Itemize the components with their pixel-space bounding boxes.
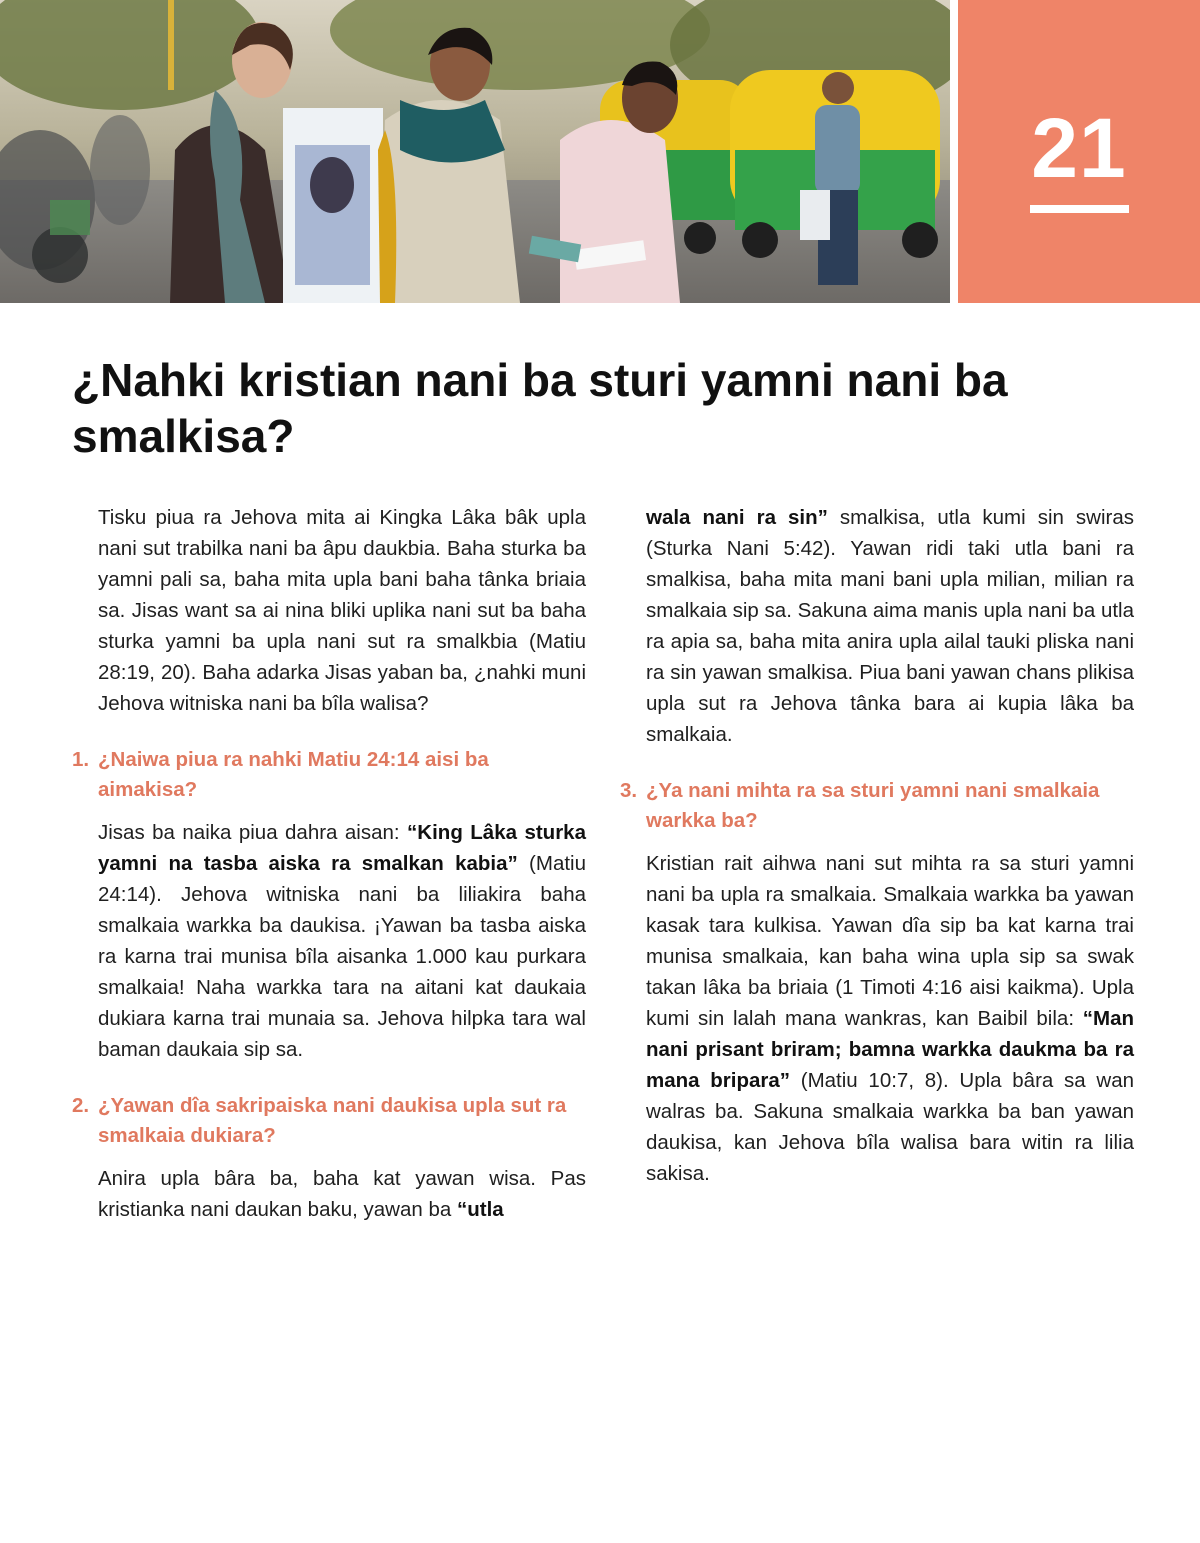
- answer-2-quote-start: “utla: [456, 1198, 504, 1221]
- answer-3-paragraph: [646, 848, 1134, 1189]
- answer-1-part-1: Jisas ba naika piua dahra aisan:: [98, 821, 408, 844]
- lesson-number: 21: [1031, 101, 1127, 195]
- question-3-text: ¿Ya nani mihta ra sa sturi yamni nani smalkaia warkka ba?: [646, 779, 1100, 832]
- answer-2-paragraph-start: [98, 1163, 586, 1225]
- answer-3-part-1: Kristian rait aihwa nani sut mihta ra sa sturi yamni nani ba upla ra smalkaia. Smalkaia warkka ba yawan kasak tara kulkisa. Yawan dîa sip ba kat karna trai munisa smalkaia, kan baha wina upla sip sa swak takan lâka ba briaia (1 Timoti 4:16 aisi kaikma). Upla kumi sin lalah mana wankras, kan Baibil bila:: [646, 852, 1134, 1030]
- answer-1-paragraph: [98, 817, 586, 1065]
- page-title: ¿Nahki kristian nani ba sturi yamni nani ba smalkisa?: [72, 354, 1008, 462]
- question-3-number: 3.: [620, 779, 638, 802]
- answer-3-quote: “Man nani prisant briram; bamna warkka daukma ba ra mana bripara”: [646, 1007, 1134, 1092]
- answer-1-part-3: (Matiu 24:14). Jehova witniska nani ba liliakira baha smalkaia warkka ba daukisa. ¡Yawan ba tasba aiska ra karna trai munisa bîla aisanka 1.000 kau purkara smalkaia! Naha warkka tara na aitani kat daukaia dukiara karna trai munaia sa. Jehova hilpka tara wal baman daukaia sip sa.: [98, 852, 586, 1061]
- answer-2-part-3: smalkisa, utla kumi sin swiras (Sturka Nani 5:42). Yawan ridi taki utla bani ra smalkisa, baha mita mani bani upla milian, milian ra smalkaia sip sa. Sakuna aima manis upla nani ba utla ra apia sa, baha mita anira upla ailal tauki pliska nani ra sin yawan smalkisa. Piua bani yawan chans plikisa upla sut ra Jehova tânka bara ai kupia lâka ba smalkaia.: [646, 506, 1134, 746]
- question-2-text: ¿Yawan dîa sakripaiska nani daukisa upla sut ra smalkaia dukiara?: [98, 1094, 567, 1147]
- answer-3-part-3: (Matiu 10:7, 8). Upla bâra sa wan walras ba. Sakuna smalkaia warkka ba ban yawan daukisa, kan Jehova bîla walisa bara witin ra lilia sakisa.: [646, 1069, 1135, 1185]
- question-1-text: ¿Naiwa piua ra nahki Matiu 24:14 aisi ba aimakisa?: [98, 748, 489, 801]
- answer-2-quote-end: wala nani ra sin”: [646, 506, 828, 529]
- lesson-number-block: [958, 0, 1200, 303]
- question-2-number: 2.: [72, 1094, 90, 1117]
- answer-2-paragraph-end: [646, 502, 1134, 750]
- left-column: [72, 502, 586, 1225]
- header-photo-illustration: [0, 0, 950, 303]
- intro-paragraph: Tisku piua ra Jehova mita ai Kingka Lâka bâk upla nani sut trabilka nani ba âpu daukbia. Baha sturka ba yamni pali sa, baha mita upla bani baha tânka briaia sa. Jisas want sa ai nina bliki uplika nani sut ba baha sturka yamni ba upla nani sut ra smalkbia (Matiu 28:19, 20). Baha adarka Jisas yaban ba, ¿nahki muni Jehova witniska nani ba bîla walisa?: [98, 506, 586, 715]
- header-photo: [0, 0, 950, 303]
- answer-2-part-1: Anira upla bâra ba, baha kat yawan wisa. Pas kristianka nani daukan baku, yawan ba: [98, 1167, 586, 1221]
- question-1-heading: [72, 745, 586, 805]
- lesson-number-underline: [1030, 205, 1129, 213]
- question-2-heading: [72, 1091, 586, 1151]
- question-1-number: 1.: [72, 748, 90, 771]
- right-column: [620, 502, 1135, 1189]
- question-3-heading: [620, 776, 1134, 836]
- answer-1-quote: “King Lâka sturka yamni na tasba aiska ra smalkan kabia”: [98, 821, 586, 875]
